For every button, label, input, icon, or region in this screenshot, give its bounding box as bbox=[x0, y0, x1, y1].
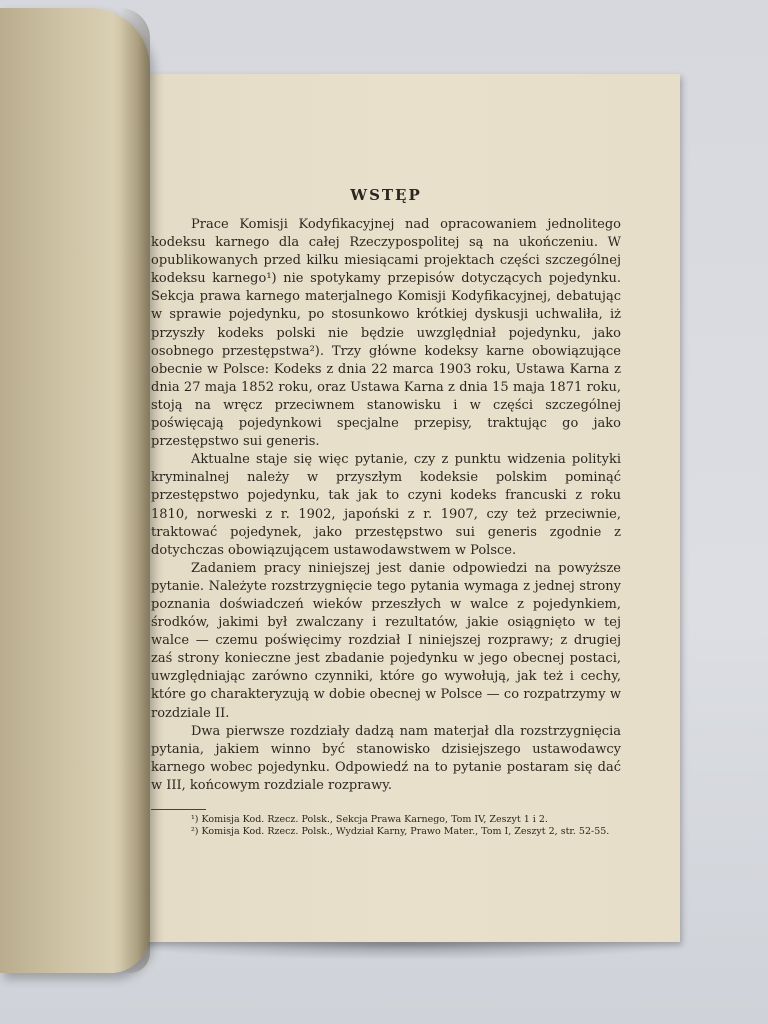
page-text bbox=[151, 186, 621, 837]
footnote-1: ¹) Komisja Kod. Rzecz. Polsk., Sekcja Prawa Karnego, Tom IV, Zeszyt 1 i 2. bbox=[191, 814, 548, 825]
footnotes bbox=[151, 809, 621, 837]
footnote-divider bbox=[151, 809, 206, 810]
left-page-curl bbox=[0, 8, 150, 973]
paragraph-1: Prace Komisji Kodyfikacyjnej nad opracowaniem jednolitego kodeksu karnego dla całej Rzeczypospolitej są na ukończeniu. W opublikowanych przed kilku miesiącami projektach części szczególnej kodeksu karnego¹) nie spotykamy przepisów dotyczących pojedynku. Sekcja prawa karnego materjalnego Komisji Kodyfikacyjnej, debatując w sprawie pojedynku, po stosunkowo krótkiej dyskusji uchwaliła, iż przyszły kodeks polski nie będzie uwzględniał pojedynku, jako osobnego przestępstwa²). Trzy główne kodeksy karne obowiązujące obecnie w Polsce: Kodeks z dnia 22 marca 1903 roku, Ustawa Karna z dnia 27 maja 1852 roku, oraz Ustawa Karna z dnia 15 maja 1871 roku, stoją na wręcz przeciwnem stanowisku i w części szczególnej poświęcają pojedynkowi specjalne przepisy, traktując go jako przestępstwo sui generis. bbox=[151, 217, 621, 450]
paragraph-4: Dwa pierwsze rozdziały dadzą nam materjał dla rozstrzygnięcia pytania, jakiem winno być stanowisko dzisiejszego ustawodawcy karnego wobec pojedynku. Odpowiedź na to pytanie postaram się dać w III, końcowym rozdziale rozprawy. bbox=[151, 723, 621, 793]
paragraph-2: Aktualne staje się więc pytanie, czy z punktu widzenia polityki kryminalnej należy w przyszłym kodeksie polskim pominąć przestępstwo pojedynku, tak jak to czyni kodeks francuski z roku 1810, norweski z r. 1902, japoński z r. 1907, czy też przeciwnie, traktować pojedynek, jako przestępstwo sui generis zgodnie z dotychczas obowiązującem ustawodawstwem w Polsce. bbox=[151, 452, 621, 558]
paragraph-3: Zadaniem pracy niniejszej jest danie odpowiedzi na powyższe pytanie. Należyte rozstrzygnięcie tego pytania wymaga z jednej strony poznania doświadczeń wieków przeszłych w walce z pojedynkiem, środków, jakimi był zwalczany i rezultatów, jakie osiągnięto w tej walce — czemu poświęcimy rozdział I niniejszej rozprawy; z drugiej zaś strony konieczne jest zbadanie pojedynku w jego obecnej postaci, uwzględniając zarówno czynniki, które go wywołują, jak też i cechy, które go charakteryzują w dobie obecnej w Polsce — co rozpatrzymy w rozdziale II. bbox=[151, 560, 621, 721]
chapter-title: WSTĘP bbox=[350, 186, 422, 204]
footnote-2: ²) Komisja Kod. Rzecz. Polsk., Wydział Karny, Prawo Mater., Tom I, Zeszyt 2, str. 52-55. bbox=[191, 825, 610, 837]
